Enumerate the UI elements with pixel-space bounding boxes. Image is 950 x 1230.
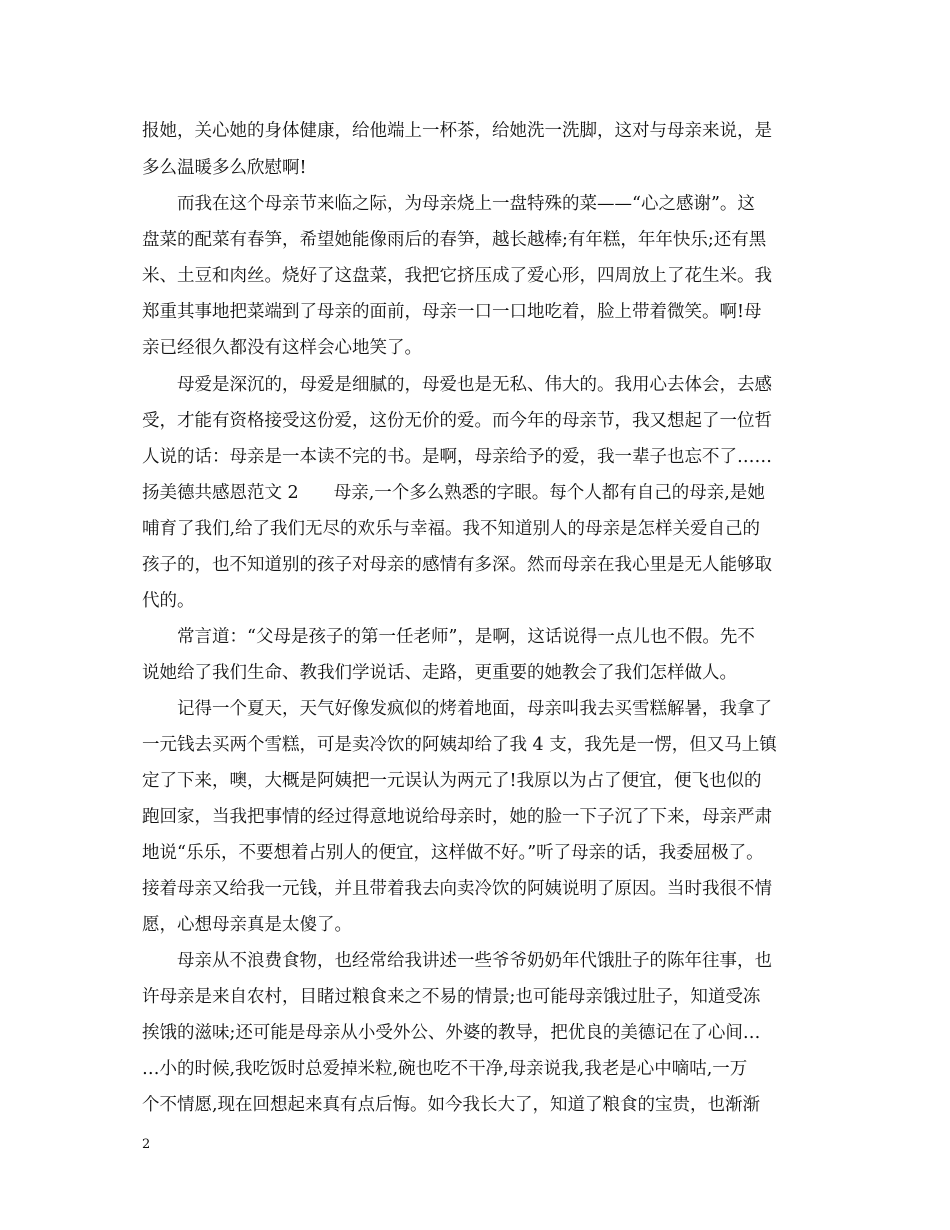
text-line: …小的时候,我吃饭时总爱掉米粒,碗也吃不干净,母亲说我,我老是心中嘀咕,一万	[142, 1059, 748, 1079]
text-line: 郑重其事地把菜端到了母亲的面前，母亲一口一口地吃着，脸上带着微笑。啊!母	[142, 302, 762, 322]
text-line: 人说的话：母亲是一本读不完的书。是啊，母亲给予的爱，我一辈子也忘不了……	[142, 447, 772, 467]
text-line: 个不情愿,现在回想起来真有点后悔。如今我长大了，知道了粮食的宝贵，也渐渐	[142, 1095, 761, 1115]
text-line: 哺育了我们,给了我们无尽的欢乐与幸福。我不知道别人的母亲是怎样关爱自己的	[142, 519, 761, 539]
text-line: 许母亲是来自农村，目睹过粮食来之不易的情景;也可能母亲饿过肚子，知道受冻	[142, 987, 761, 1007]
text-line: 说她给了我们生命、教我们学说话、走路，更重要的她教会了我们怎样做人。	[142, 663, 737, 683]
text-line: 跑回家，当我把事情的经过得意地说给母亲时，她的脸一下子沉了下来，母亲严肃	[142, 807, 772, 827]
paragraph-start-line: 常言道：“父母是孩子的第一任老师”，是啊，这话说得一点儿也不假。先不	[177, 627, 755, 647]
text-line: 盘菜的配菜有春笋，希望她能像雨后的春笋，越长越棒;有年糕，年年快乐;还有黑	[142, 230, 767, 250]
text-line: 愿，心想母亲真是太傻了。	[142, 915, 352, 935]
text-line: 代的。	[142, 591, 195, 611]
text-line: 挨饿的滋味;还可能是母亲从小受外公、外婆的教导，把优良的美德记在了心间…	[142, 1023, 761, 1043]
text-line: 定了下来，噢，大概是阿姨把一元误认为两元了!我原以为占了便宜，便飞也似的	[142, 771, 762, 791]
paragraph-start-line: 而我在这个母亲节来临之际，为母亲烧上一盘特殊的菜——“心之感谢”。这	[177, 194, 755, 214]
paragraph-start-line: 记得一个夏天，天气好像发疯似的烤着地面，母亲叫我去买雪糕解暑，我拿了	[177, 699, 772, 719]
paragraph-start-line: 母爱是深沉的，母爱是细腻的，母爱也是无私、伟大的。我用心去体会，去感	[177, 375, 772, 395]
text-line: 报她，关心她的身体健康，给他端上一杯茶，给她洗一洗脚，这对与母亲来说，是	[142, 121, 772, 141]
text-line: 孩子的，也不知道别的孩子对母亲的感情有多深。然而母亲在我心里是无人能够取	[142, 555, 772, 575]
page-number: 2	[142, 1137, 151, 1152]
text-line: 多么温暖多么欣慰啊!	[142, 158, 307, 178]
text-line: 一元钱去买两个雪糕，可是卖冷饮的阿姨却给了我 4 支，我先是一愣，但又马上镇	[142, 735, 777, 755]
text-line: 米、土豆和肉丝。烧好了这盘菜，我把它挤压成了爱心形，四周放上了花生米。我	[142, 266, 772, 286]
text-line: 扬美德共感恩范文 2 母亲,一个多么熟悉的字眼。每个人都有自己的母亲,是她	[142, 483, 765, 503]
text-line: 亲已经很久都没有这样会心地笑了。	[142, 338, 422, 358]
text-line: 接着母亲又给我一元钱，并且带着我去向卖冷饮的阿姨说明了原因。当时我很不情	[142, 879, 772, 899]
text-line: 受，才能有资格接受这份爱，这份无价的爱。而今年的母亲节，我又想起了一位哲	[142, 411, 772, 431]
text-line: 地说“乐乐，不要想着占别人的便宜，这样做不好。”听了母亲的话，我委屈极了。	[142, 843, 764, 863]
paragraph-start-line: 母亲从不浪费食物，也经常给我讲述一些爷爷奶奶年代饿肚子的陈年往事，也	[177, 951, 772, 971]
